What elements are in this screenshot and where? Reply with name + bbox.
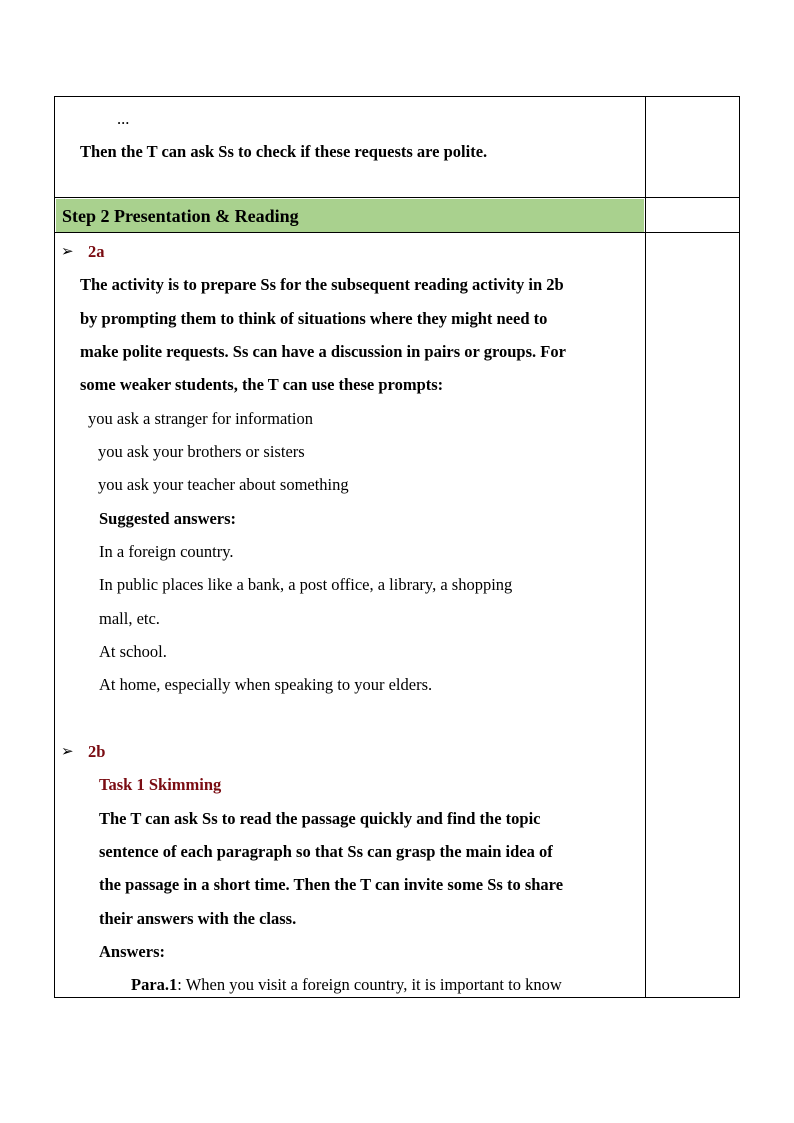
arrow-bullet-icon: ➢ (61, 744, 74, 760)
task-1-title: Task 1 Skimming (99, 775, 222, 794)
paragraph-line: the passage in a short time. Then the T can invite some Ss to share (99, 875, 564, 894)
section-2a-label: 2a (88, 242, 105, 261)
answer-line: In a foreign country. (99, 542, 234, 561)
suggested-answers-label: Suggested answers: (99, 509, 237, 528)
section-2b-label: 2b (88, 742, 106, 761)
para-1-answer (131, 975, 562, 995)
prompt-line: you ask a stranger for information (88, 409, 313, 428)
step-2-header (56, 199, 644, 232)
para-1-text: : When you visit a foreign country, it is important to know (177, 975, 562, 994)
answer-line: At home, especially when speaking to your elders. (99, 675, 433, 694)
para-1-label: Para.1 (131, 975, 178, 994)
paragraph-line: sentence of each paragraph so that Ss can grasp the main idea of (99, 842, 553, 861)
check-requests-line: Then the T can ask Ss to check if these requests are polite. (80, 142, 488, 161)
prompt-line: you ask your brothers or sisters (98, 442, 305, 461)
answer-line: In public places like a bank, a post office, a library, a shopping (99, 575, 513, 594)
ellipsis-text: ... (117, 109, 130, 128)
paragraph-line: make polite requests. Ss can have a discussion in pairs or groups. For (80, 342, 566, 361)
answers-label: Answers: (99, 942, 165, 961)
paragraph-line: some weaker students, the T can use these prompts: (80, 375, 444, 394)
prompt-line: you ask your teacher about something (98, 475, 349, 494)
answer-line: At school. (99, 642, 167, 661)
row-divider (55, 197, 739, 198)
paragraph-line: The activity is to prepare Ss for the subsequent reading activity in 2b (80, 275, 564, 294)
answer-line: mall, etc. (99, 609, 160, 628)
arrow-bullet-icon: ➢ (61, 244, 74, 260)
step-2-title: Step 2 Presentation & Reading (62, 206, 299, 226)
paragraph-line: their answers with the class. (99, 909, 297, 928)
lesson-plan-table (54, 96, 740, 998)
paragraph-line: by prompting them to think of situations where they might need to (80, 309, 548, 328)
paragraph-line: The T can ask Ss to read the passage quickly and find the topic (99, 809, 541, 828)
row-divider (55, 232, 739, 233)
